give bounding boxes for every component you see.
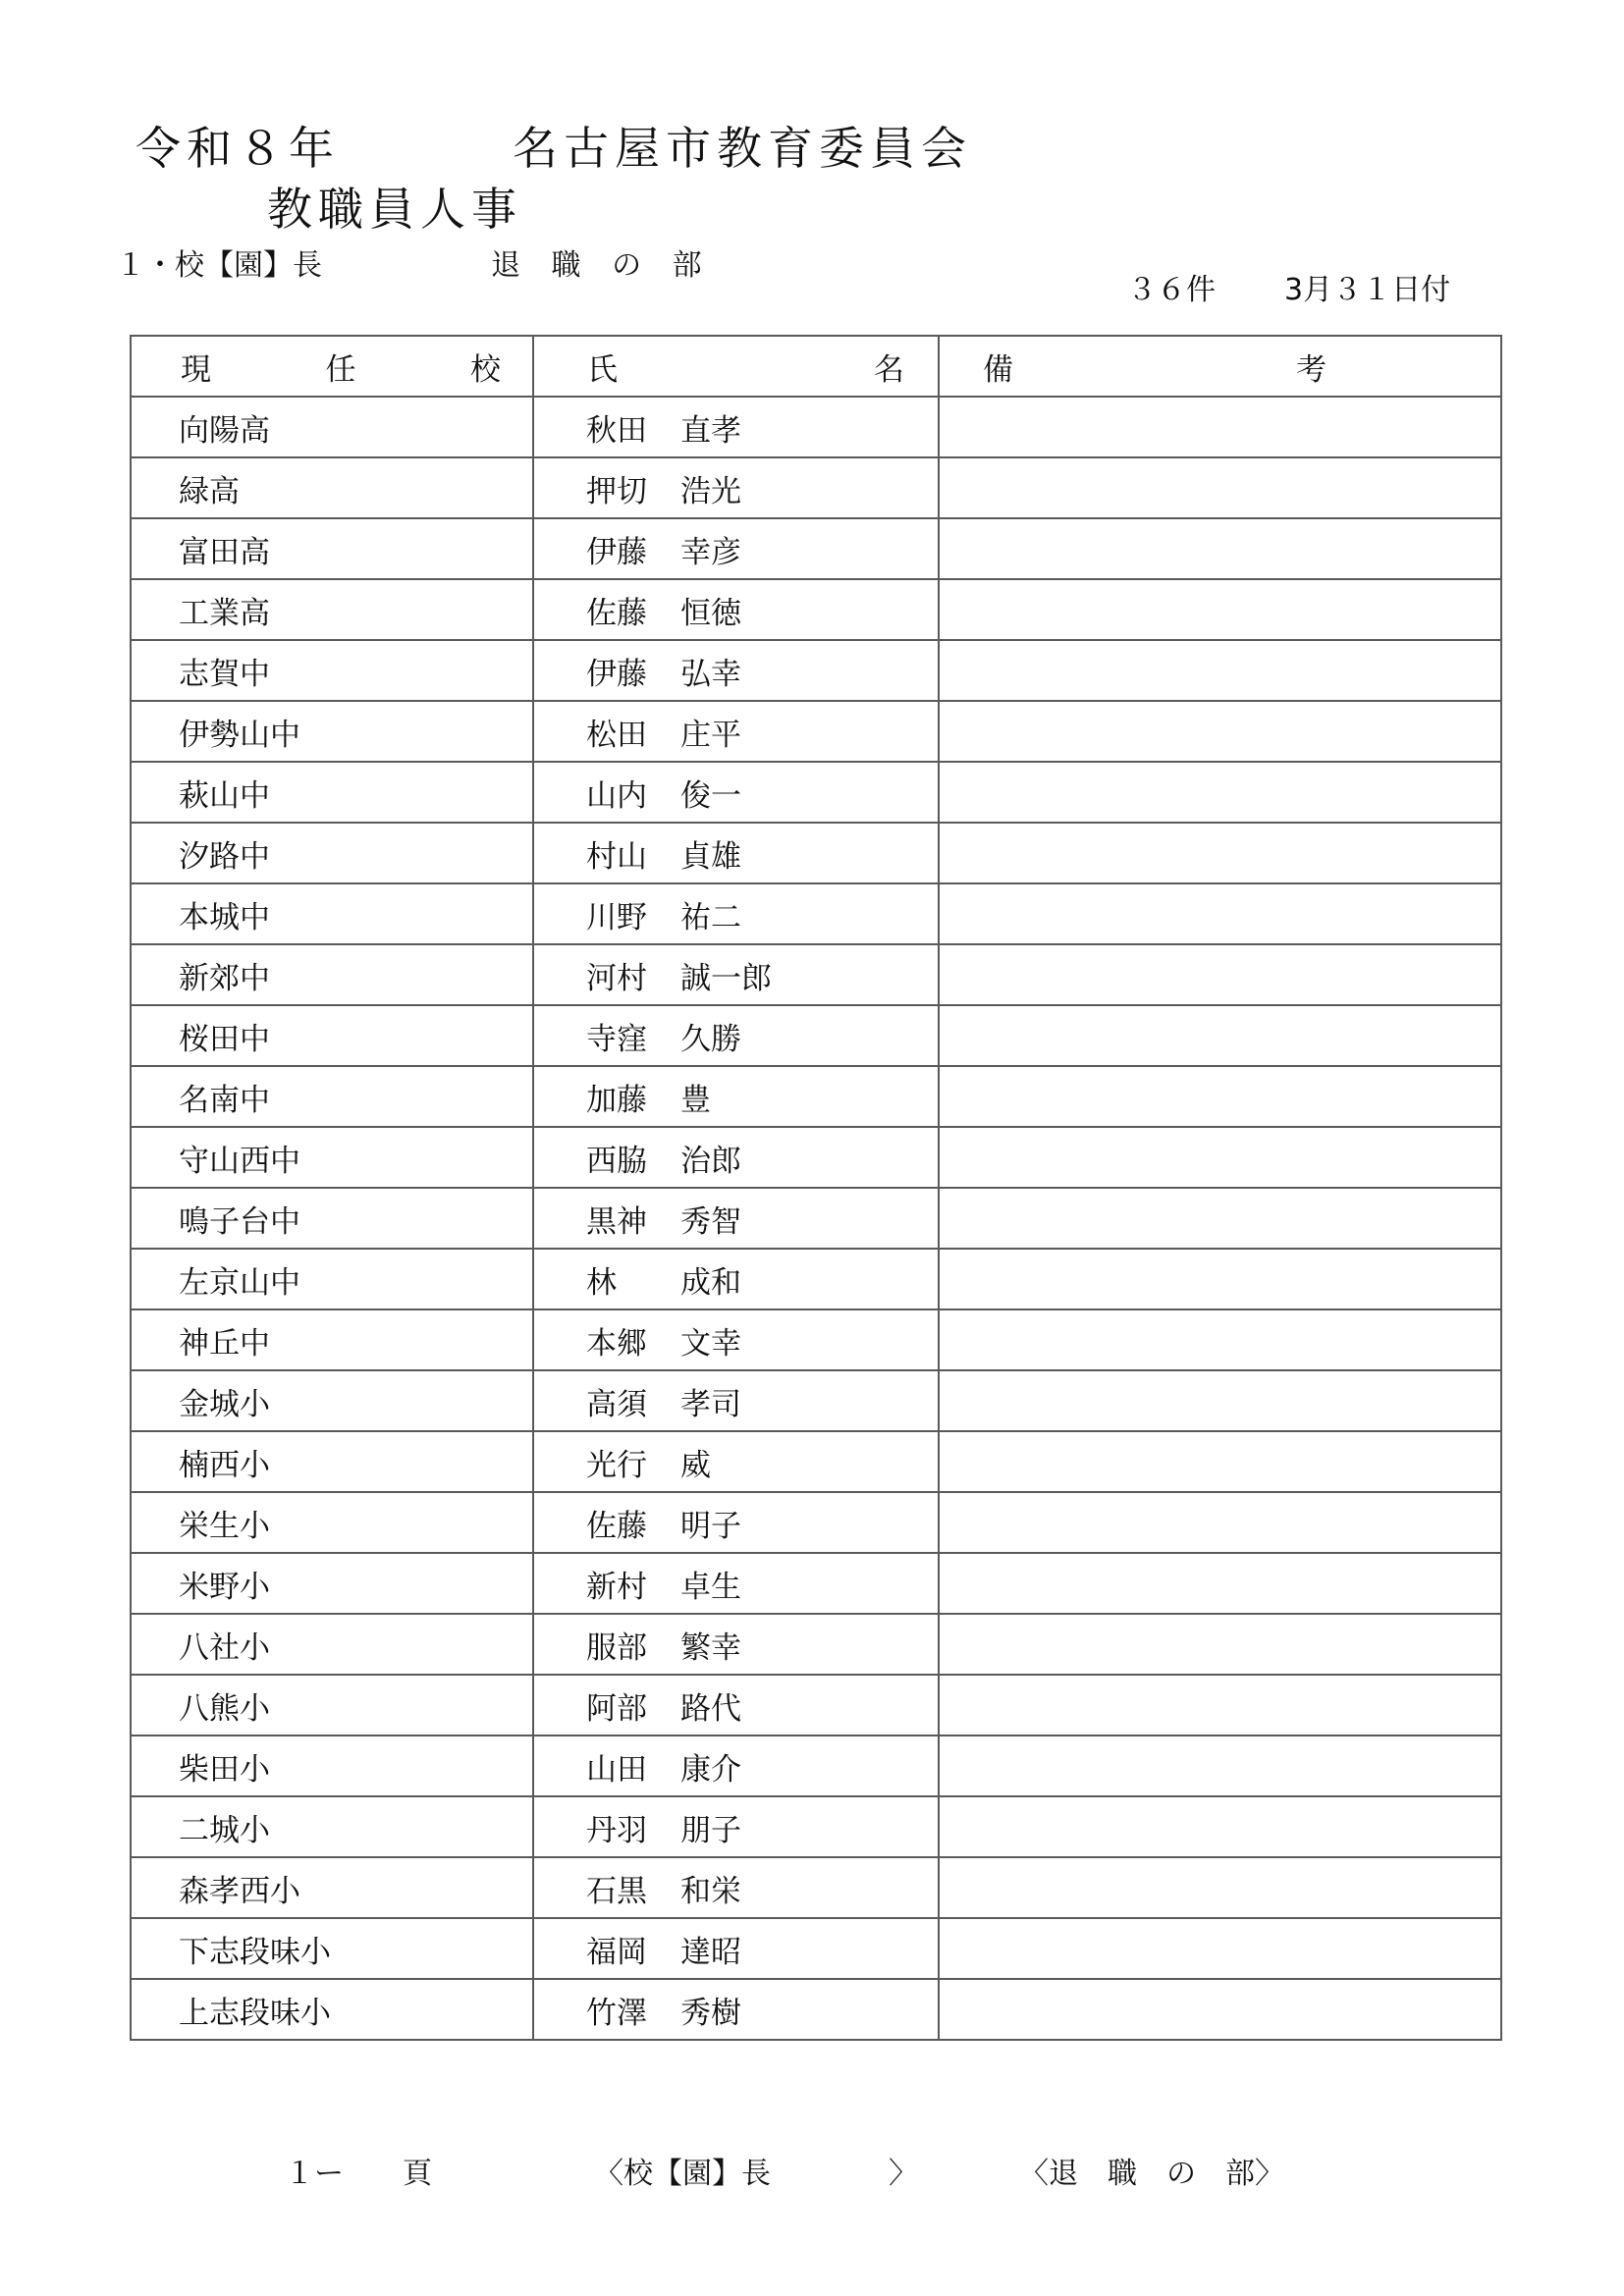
table-row bbox=[131, 762, 1501, 823]
school-cell bbox=[131, 1066, 533, 1127]
remarks-cell bbox=[939, 1857, 1501, 1918]
school-cell bbox=[131, 1005, 533, 1066]
name-cell bbox=[533, 397, 939, 457]
family-name: 村山 bbox=[586, 838, 647, 875]
given-name: 秀樹 bbox=[680, 1995, 741, 2031]
family-name: 服部 bbox=[586, 1629, 647, 1666]
header-current-school bbox=[131, 336, 533, 397]
school-name: 楠西小 bbox=[179, 1447, 270, 1483]
school-cell bbox=[131, 1675, 533, 1735]
given-name: 直孝 bbox=[680, 412, 741, 449]
school-name: 二城小 bbox=[179, 1812, 270, 1848]
header-remarks bbox=[939, 336, 1501, 397]
family-name: 山田 bbox=[586, 1751, 647, 1788]
name-cell bbox=[533, 1127, 939, 1188]
header-char: 氏 bbox=[587, 351, 618, 388]
school-cell bbox=[131, 944, 533, 1005]
family-name: 竹澤 bbox=[586, 1995, 647, 2031]
school-cell bbox=[131, 640, 533, 701]
name-cell bbox=[533, 1614, 939, 1675]
family-name: 加藤 bbox=[586, 1082, 647, 1118]
table-row bbox=[131, 823, 1501, 883]
table-row bbox=[131, 1979, 1501, 2040]
school-cell bbox=[131, 1127, 533, 1188]
header-char: 考 bbox=[1296, 351, 1326, 388]
given-name: 達昭 bbox=[680, 1934, 741, 1970]
family-name: 伊藤 bbox=[586, 534, 647, 570]
school-name: 左京山中 bbox=[179, 1264, 300, 1301]
given-name: 治郎 bbox=[680, 1143, 741, 1179]
effective-date: 3月３１日付 bbox=[1284, 273, 1451, 307]
family-name: 寺窪 bbox=[586, 1021, 647, 1057]
table-row bbox=[131, 397, 1501, 457]
table-row bbox=[131, 1553, 1501, 1614]
given-name: 路代 bbox=[680, 1690, 741, 1727]
school-cell bbox=[131, 397, 533, 457]
footer-page: １ー 頁 bbox=[285, 2157, 432, 2191]
remarks-cell bbox=[939, 1796, 1501, 1857]
school-cell bbox=[131, 1735, 533, 1796]
footer-category: 〈退 職 の 部〉 bbox=[1019, 2157, 1284, 2191]
table-row bbox=[131, 883, 1501, 944]
school-name: 柴田小 bbox=[179, 1751, 270, 1788]
family-name: 川野 bbox=[586, 899, 647, 935]
school-name: 向陽高 bbox=[179, 412, 270, 449]
name-cell bbox=[533, 701, 939, 762]
section-label: １・校【園】長 bbox=[116, 248, 322, 283]
name-cell bbox=[533, 1370, 939, 1431]
given-name: 明子 bbox=[680, 1508, 741, 1544]
family-name: 黒神 bbox=[586, 1203, 647, 1240]
given-name: 威 bbox=[680, 1447, 711, 1483]
table-row bbox=[131, 1370, 1501, 1431]
given-name: 浩光 bbox=[680, 473, 741, 509]
remarks-cell bbox=[939, 1431, 1501, 1492]
given-name: 誠一郎 bbox=[680, 960, 772, 996]
year-heading: 令和８年 bbox=[135, 122, 340, 175]
table-row bbox=[131, 1249, 1501, 1309]
category-label: 退 職 の 部 bbox=[491, 248, 702, 283]
school-name: 森孝西小 bbox=[179, 1873, 300, 1909]
family-name: 新村 bbox=[586, 1569, 647, 1605]
remarks-cell bbox=[939, 1492, 1501, 1553]
remarks-cell bbox=[939, 1918, 1501, 1979]
remarks-cell bbox=[939, 944, 1501, 1005]
item-count: ３６件 bbox=[1127, 273, 1216, 307]
table-row bbox=[131, 1796, 1501, 1857]
school-cell bbox=[131, 1614, 533, 1675]
header-char: 現 bbox=[181, 351, 211, 388]
school-name: 伊勢山中 bbox=[179, 717, 300, 753]
family-name: 阿部 bbox=[586, 1690, 647, 1727]
remarks-cell bbox=[939, 397, 1501, 457]
school-name: 志賀中 bbox=[179, 656, 270, 692]
school-name: 神丘中 bbox=[179, 1325, 270, 1362]
name-cell bbox=[533, 1675, 939, 1735]
school-cell bbox=[131, 701, 533, 762]
remarks-cell bbox=[939, 518, 1501, 579]
school-cell bbox=[131, 1979, 533, 2040]
name-cell bbox=[533, 1066, 939, 1127]
document-subtitle: 教職員人事 bbox=[267, 183, 522, 236]
remarks-cell bbox=[939, 1005, 1501, 1066]
given-name: 繁幸 bbox=[680, 1629, 741, 1666]
given-name: 恒徳 bbox=[680, 595, 741, 631]
given-name: 秀智 bbox=[680, 1203, 741, 1240]
name-cell bbox=[533, 762, 939, 823]
family-name: 石黒 bbox=[586, 1873, 647, 1909]
school-name: 八社小 bbox=[179, 1629, 270, 1666]
table-row bbox=[131, 1005, 1501, 1066]
school-name: 富田高 bbox=[179, 534, 270, 570]
school-cell bbox=[131, 1918, 533, 1979]
name-cell bbox=[533, 518, 939, 579]
remarks-cell bbox=[939, 1614, 1501, 1675]
school-name: 栄生小 bbox=[179, 1508, 270, 1544]
given-name: 文幸 bbox=[680, 1325, 741, 1362]
name-cell bbox=[533, 1005, 939, 1066]
given-name: 和栄 bbox=[680, 1873, 741, 1909]
family-name: 山内 bbox=[586, 777, 647, 814]
header-char: 備 bbox=[983, 351, 1013, 388]
table-row bbox=[131, 579, 1501, 640]
name-cell bbox=[533, 640, 939, 701]
family-name: 本郷 bbox=[586, 1325, 647, 1362]
name-cell bbox=[533, 1188, 939, 1249]
school-name: 米野小 bbox=[179, 1569, 270, 1605]
name-cell bbox=[533, 883, 939, 944]
organization-heading: 名古屋市教育委員会 bbox=[513, 122, 972, 175]
table-row bbox=[131, 1857, 1501, 1918]
school-name: 名南中 bbox=[179, 1082, 270, 1118]
retirement-table bbox=[130, 335, 1502, 2041]
school-name: 工業高 bbox=[179, 595, 270, 631]
remarks-cell bbox=[939, 883, 1501, 944]
table-row bbox=[131, 1614, 1501, 1675]
table-row bbox=[131, 701, 1501, 762]
school-cell bbox=[131, 1370, 533, 1431]
table-row bbox=[131, 1918, 1501, 1979]
school-name: 萩山中 bbox=[179, 777, 270, 814]
table-row bbox=[131, 518, 1501, 579]
name-cell bbox=[533, 1309, 939, 1370]
family-name: 福岡 bbox=[586, 1934, 647, 1970]
family-name: 佐藤 bbox=[586, 595, 647, 631]
school-cell bbox=[131, 1188, 533, 1249]
remarks-cell bbox=[939, 1979, 1501, 2040]
given-name: 久勝 bbox=[680, 1021, 741, 1057]
school-name: 桜田中 bbox=[179, 1021, 270, 1057]
name-cell bbox=[533, 579, 939, 640]
remarks-cell bbox=[939, 1066, 1501, 1127]
name-cell bbox=[533, 1735, 939, 1796]
header-char: 名 bbox=[874, 351, 904, 388]
school-cell bbox=[131, 1796, 533, 1857]
school-name: 新郊中 bbox=[179, 960, 270, 996]
table-row bbox=[131, 1675, 1501, 1735]
name-cell bbox=[533, 1979, 939, 2040]
school-cell bbox=[131, 1553, 533, 1614]
family-name: 松田 bbox=[586, 717, 647, 753]
given-name: 庄平 bbox=[680, 717, 741, 753]
remarks-cell bbox=[939, 701, 1501, 762]
family-name: 丹羽 bbox=[586, 1812, 647, 1848]
name-cell bbox=[533, 823, 939, 883]
table-header-row bbox=[131, 336, 1501, 397]
table-row bbox=[131, 1066, 1501, 1127]
school-name: 下志段味小 bbox=[179, 1934, 331, 1970]
school-name: 緑高 bbox=[179, 473, 240, 509]
given-name: 幸彦 bbox=[680, 534, 741, 570]
name-cell bbox=[533, 1857, 939, 1918]
given-name: 俊一 bbox=[680, 777, 741, 814]
remarks-cell bbox=[939, 1309, 1501, 1370]
school-cell bbox=[131, 883, 533, 944]
remarks-cell bbox=[939, 1735, 1501, 1796]
name-cell bbox=[533, 1431, 939, 1492]
table-row bbox=[131, 944, 1501, 1005]
remarks-cell bbox=[939, 1370, 1501, 1431]
remarks-cell bbox=[939, 1553, 1501, 1614]
header-char: 任 bbox=[325, 351, 356, 388]
remarks-cell bbox=[939, 457, 1501, 518]
remarks-cell bbox=[939, 640, 1501, 701]
school-cell bbox=[131, 762, 533, 823]
family-name: 佐藤 bbox=[586, 1508, 647, 1544]
given-name: 豊 bbox=[680, 1082, 711, 1118]
remarks-cell bbox=[939, 1188, 1501, 1249]
given-name: 孝司 bbox=[680, 1386, 741, 1422]
name-cell bbox=[533, 457, 939, 518]
family-name: 西脇 bbox=[586, 1143, 647, 1179]
table-body bbox=[131, 397, 1501, 2040]
header-name bbox=[533, 336, 939, 397]
name-cell bbox=[533, 1553, 939, 1614]
given-name: 祐二 bbox=[680, 899, 741, 935]
name-cell bbox=[533, 1492, 939, 1553]
table-row bbox=[131, 1735, 1501, 1796]
remarks-cell bbox=[939, 1675, 1501, 1735]
school-cell bbox=[131, 457, 533, 518]
school-name: 鳴子台中 bbox=[179, 1203, 300, 1240]
school-name: 本城中 bbox=[179, 899, 270, 935]
school-cell bbox=[131, 1431, 533, 1492]
family-name: 高須 bbox=[586, 1386, 647, 1422]
footer-section: 〈校【園】長 〉 bbox=[594, 2157, 918, 2191]
remarks-cell bbox=[939, 823, 1501, 883]
given-name: 卓生 bbox=[680, 1569, 741, 1605]
table-row bbox=[131, 1188, 1501, 1249]
school-name: 八熊小 bbox=[179, 1690, 270, 1727]
family-name: 秋田 bbox=[586, 412, 647, 449]
table-row bbox=[131, 457, 1501, 518]
remarks-cell bbox=[939, 1127, 1501, 1188]
table-row bbox=[131, 1309, 1501, 1370]
table-row bbox=[131, 1431, 1501, 1492]
header-char: 校 bbox=[470, 351, 501, 388]
school-cell bbox=[131, 518, 533, 579]
name-cell bbox=[533, 1249, 939, 1309]
school-cell bbox=[131, 1857, 533, 1918]
given-name: 朋子 bbox=[680, 1812, 741, 1848]
given-name: 貞雄 bbox=[680, 838, 741, 875]
remarks-cell bbox=[939, 1249, 1501, 1309]
table-row bbox=[131, 640, 1501, 701]
name-cell bbox=[533, 1918, 939, 1979]
school-name: 上志段味小 bbox=[179, 1995, 331, 2031]
family-name: 河村 bbox=[586, 960, 647, 996]
remarks-cell bbox=[939, 579, 1501, 640]
school-cell bbox=[131, 1492, 533, 1553]
school-name: 汐路中 bbox=[179, 838, 270, 875]
school-cell bbox=[131, 1249, 533, 1309]
school-name: 守山西中 bbox=[179, 1143, 300, 1179]
school-cell bbox=[131, 1309, 533, 1370]
family-name: 押切 bbox=[586, 473, 647, 509]
school-cell bbox=[131, 579, 533, 640]
table-row bbox=[131, 1127, 1501, 1188]
table-row bbox=[131, 1492, 1501, 1553]
school-name: 金城小 bbox=[179, 1386, 270, 1422]
given-name: 康介 bbox=[680, 1751, 741, 1788]
family-name: 光行 bbox=[586, 1447, 647, 1483]
family-name: 林 bbox=[586, 1264, 617, 1301]
given-name: 弘幸 bbox=[680, 656, 741, 692]
school-cell bbox=[131, 823, 533, 883]
name-cell bbox=[533, 944, 939, 1005]
remarks-cell bbox=[939, 762, 1501, 823]
family-name: 伊藤 bbox=[586, 656, 647, 692]
name-cell bbox=[533, 1796, 939, 1857]
given-name: 成和 bbox=[680, 1264, 741, 1301]
